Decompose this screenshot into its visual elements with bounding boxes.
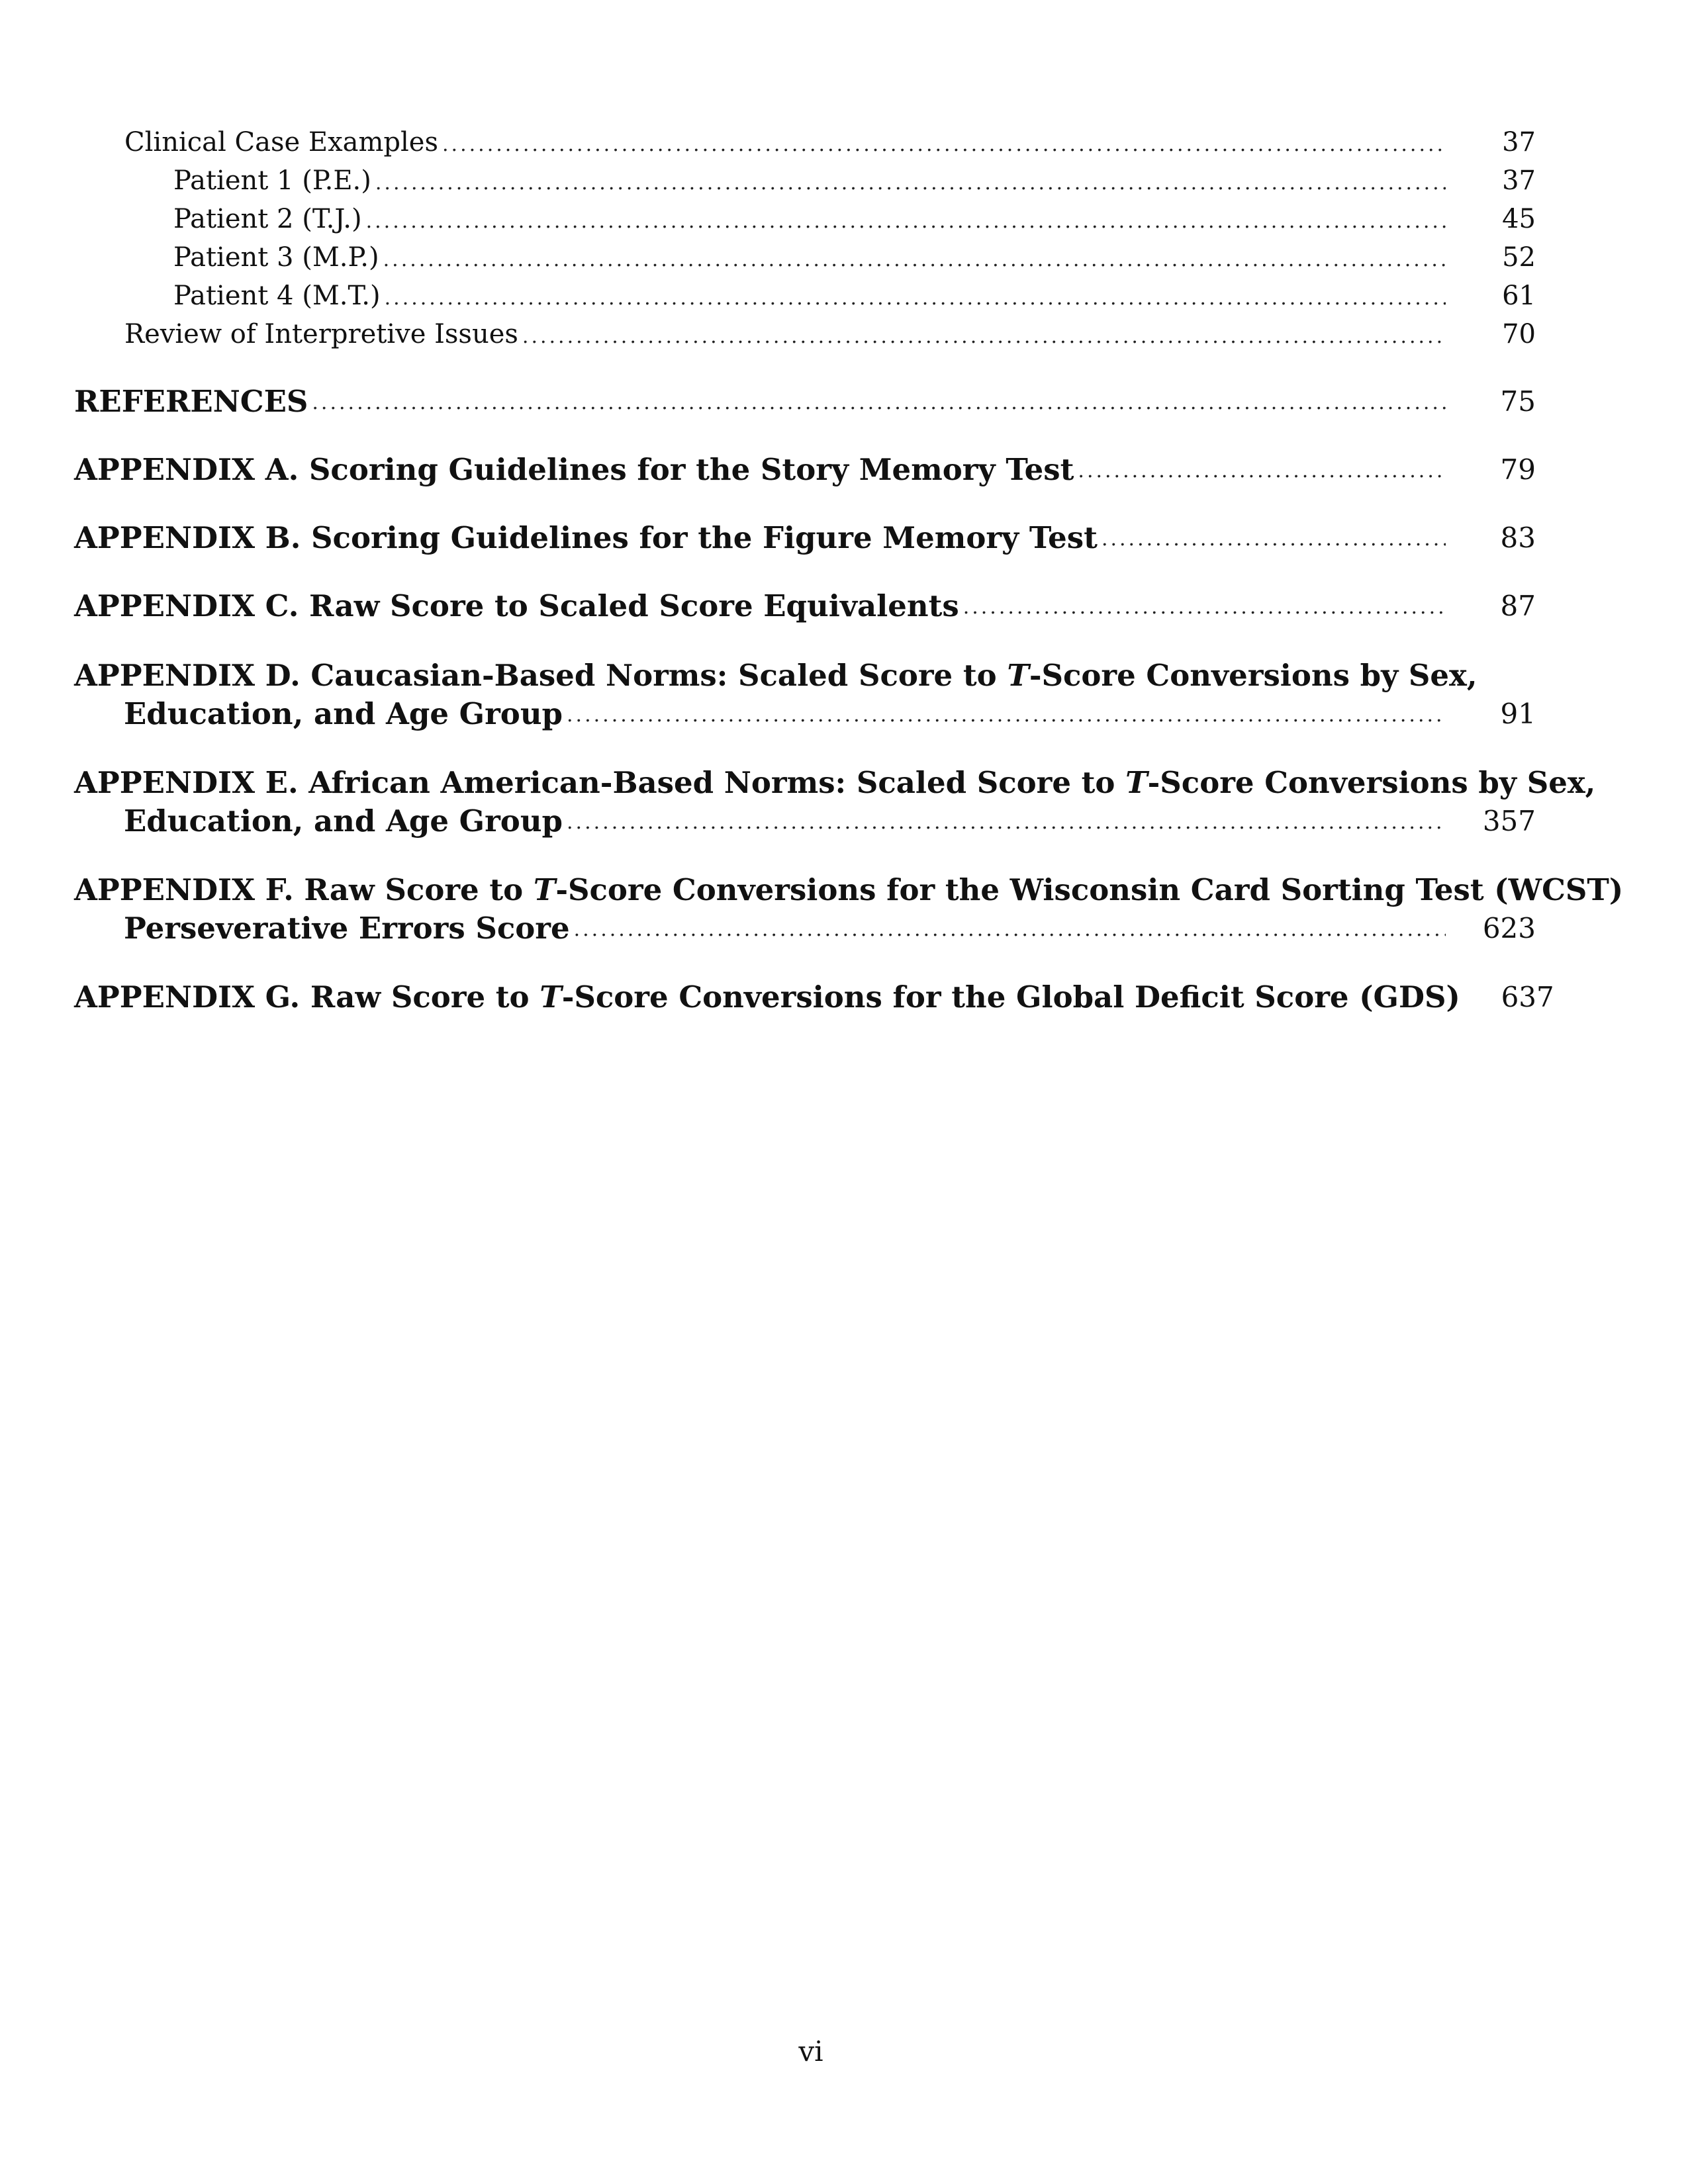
toc-entry[interactable] xyxy=(173,237,1536,278)
toc-entry-title: Patient 3 (M.P.) xyxy=(173,242,379,273)
toc-entry[interactable] xyxy=(173,275,1536,316)
toc-entry-title: APPENDIX F. Raw Score to T-Score Conversions for the Wisconsin Card Sorting Test (WCST) xyxy=(74,872,1624,907)
toc-entry-page: 37 xyxy=(1502,165,1536,196)
toc-entry-title: APPENDIX G. Raw Score to T-Score Conversions for the Global Deficit Score (GDS) xyxy=(74,979,1460,1015)
toc-entry-title: APPENDIX C. Raw Score to Scaled Score Equivalents xyxy=(74,588,959,623)
toc-entry[interactable] xyxy=(124,314,1536,355)
toc-entry-title: Patient 1 (P.E.) xyxy=(173,165,371,196)
dot-leader xyxy=(312,393,1446,413)
dot-leader xyxy=(385,289,1446,308)
toc-appendix-e[interactable] xyxy=(74,764,1596,841)
toc-entry-page: 61 xyxy=(1502,281,1536,311)
toc-entry[interactable] xyxy=(173,160,1536,201)
toc-entry-page: 637 xyxy=(1501,981,1554,1013)
dot-leader xyxy=(375,173,1446,193)
dot-leader xyxy=(366,212,1446,232)
dot-leader xyxy=(574,920,1446,940)
toc-entry-title: REFERENCES xyxy=(74,384,308,419)
dot-leader xyxy=(442,135,1446,155)
toc-entry-title-cont: Education, and Age Group xyxy=(124,696,563,731)
toc-appendix-f[interactable] xyxy=(74,871,1624,948)
toc-entry-page: 87 xyxy=(1500,590,1536,622)
toc-appendix-g[interactable] xyxy=(74,978,1554,1017)
toc-entry[interactable] xyxy=(124,122,1536,163)
toc-appendix-b[interactable] xyxy=(74,519,1536,557)
toc-entry-page: 52 xyxy=(1502,242,1536,273)
toc-entry-title-cont: Education, and Age Group xyxy=(124,803,563,839)
toc-entry-title: Patient 2 (T.J.) xyxy=(173,204,362,234)
dot-leader xyxy=(522,327,1446,347)
toc-entry-title: Clinical Case Examples xyxy=(124,127,439,158)
toc-entry-page: 83 xyxy=(1500,522,1536,554)
toc-entry-title: Patient 4 (M.T.) xyxy=(173,281,381,311)
toc-entry-title: APPENDIX E. African American-Based Norms: Scaled Score to T-Score Conversions by Sex, xyxy=(74,765,1596,800)
toc-appendix-c[interactable] xyxy=(74,587,1536,625)
toc-entry-page: 79 xyxy=(1500,453,1536,486)
toc-entry[interactable] xyxy=(173,199,1536,240)
toc-entry-title-cont: Perseverative Errors Score xyxy=(124,911,570,946)
toc-entry-title: APPENDIX A. Scoring Guidelines for the Story Memory Test xyxy=(74,452,1074,487)
toc-entry-title: APPENDIX D. Caucasian-Based Norms: Scaled Score to T-Score Conversions by Sex, xyxy=(74,658,1477,693)
toc-references[interactable] xyxy=(74,383,1536,421)
dot-leader xyxy=(567,813,1446,833)
toc-entry-page: 70 xyxy=(1502,319,1536,349)
dot-leader xyxy=(383,250,1446,270)
dot-leader xyxy=(567,705,1446,725)
toc-appendix-a[interactable] xyxy=(74,451,1536,489)
toc-appendix-d[interactable] xyxy=(74,657,1536,733)
dot-leader xyxy=(1102,529,1446,549)
toc-entry-page: 91 xyxy=(1500,698,1536,730)
toc-entry-page: 37 xyxy=(1502,127,1536,158)
toc-entry-title: APPENDIX B. Scoring Guidelines for the Figure Memory Test xyxy=(74,520,1098,555)
toc-entry-page: 75 xyxy=(1500,385,1536,418)
dot-leader xyxy=(963,598,1446,617)
dot-leader xyxy=(1078,461,1446,481)
toc-entry-page: 623 xyxy=(1482,912,1536,944)
toc-entry-title: Review of Interpretive Issues xyxy=(124,319,518,349)
toc-entry-page: 357 xyxy=(1482,805,1536,837)
page-number: vi xyxy=(798,2035,823,2068)
toc-entry-page: 45 xyxy=(1502,204,1536,234)
